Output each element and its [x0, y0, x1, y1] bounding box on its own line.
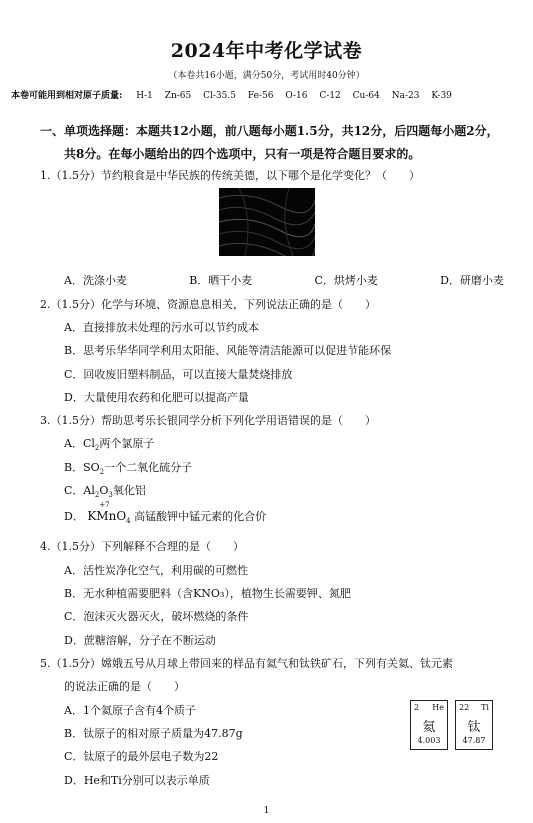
- question-5-stem-line1: 5.（1.5分）嫦娥五号从月球上带回来的样品有氦气和钛铁矿石，下列有关氦、钛元素: [40, 657, 453, 670]
- atomic-mass-item: Fe-56: [247, 91, 274, 101]
- section-heading-line2: 共8分。在每小题给出的四个选项中，只有一项是符合题目要求的。: [64, 147, 421, 161]
- option-a[interactable]: A．洗涤小麦: [64, 274, 127, 287]
- exam-title: 2024年中考化学试卷: [170, 40, 363, 62]
- option-a[interactable]: A．直接排放未处理的污水可以节约成本: [64, 321, 259, 334]
- option-d-prefix: D．: [64, 510, 84, 523]
- atomic-mass-item: Cu-64: [352, 91, 380, 101]
- option-d[interactable]: D．蔗糖溶解，分子在不断运动: [64, 634, 216, 647]
- subscript: 2: [94, 491, 100, 500]
- option-c[interactable]: [64, 482, 146, 499]
- option-b-text: 一个二氧化硫分子: [104, 461, 193, 474]
- periodic-cell-titanium: [455, 700, 493, 750]
- atomic-mass-item: C-12: [319, 91, 341, 101]
- element-name: 钛: [467, 720, 481, 735]
- question-3-stem: 3.（1.5分）帮助思考乐长银同学分析下列化学用语错误的是（ ）: [40, 414, 376, 427]
- formula-k: K: [87, 509, 97, 523]
- question-4-stem: 4.（1.5分）下列解释不合理的是（ ）: [40, 540, 244, 553]
- option-b-prefix: B．SO: [64, 461, 100, 474]
- option-c-mid: O: [99, 484, 109, 497]
- option-c-prefix: C．Al: [64, 484, 95, 497]
- atomic-mass-item: O-16: [285, 91, 308, 101]
- option-a[interactable]: A．活性炭净化空气，利用碳的可燃性: [64, 564, 248, 577]
- option-b[interactable]: B．晒干小麦: [189, 274, 253, 287]
- subscript: 2: [94, 444, 100, 453]
- question-2-stem: 2.（1.5分）化学与环境、资源息息相关，下列说法正确的是（ ）: [40, 298, 376, 311]
- atomic-mass: 4.003: [417, 736, 441, 745]
- atomic-mass-item: Na-23: [391, 91, 420, 101]
- option-a-prefix: A．Cl: [64, 437, 95, 450]
- question-5-stem-line2: 的说法正确的是（ ）: [64, 680, 185, 693]
- atomic-mass-label: 本卷可能用到相对原子质量:: [11, 91, 123, 101]
- option-c[interactable]: C．回收废旧塑料制品，可以直接大量焚烧排放: [64, 368, 293, 381]
- option-c[interactable]: C．泡沫灭火器灭火，破坏燃烧的条件: [64, 610, 249, 623]
- option-b[interactable]: B．钛原子的相对原子质量为47.87g: [64, 727, 243, 740]
- atomic-mass-line: [11, 88, 452, 101]
- option-c[interactable]: C．烘烤小麦: [314, 274, 378, 287]
- option-a[interactable]: [64, 435, 154, 452]
- subscript: 2: [99, 468, 105, 477]
- option-d[interactable]: D．研磨小麦: [440, 274, 504, 287]
- atomic-mass-item: H-1: [136, 91, 153, 101]
- option-a[interactable]: A．1个氦原子含有4个质子: [64, 704, 196, 717]
- page-number: 1: [263, 806, 270, 816]
- option-b[interactable]: [64, 459, 192, 476]
- option-d[interactable]: [64, 501, 267, 526]
- formula-mn-with-charge: [96, 501, 117, 523]
- section-heading-line1: 一、单项选择题：本题共12小题，前八题每小题1.5分，共12分，后四题每小题2分，: [40, 124, 499, 138]
- atomic-mass-item: Cl-35.5: [203, 91, 236, 101]
- option-c[interactable]: C．钛原子的最外层电子数为22: [64, 750, 219, 763]
- option-d[interactable]: D．大量使用农药和化肥可以提高产量: [64, 391, 249, 404]
- option-b[interactable]: B．思考乐华华同学利用太阳能、风能等清洁能源可以促进节能环保: [64, 344, 392, 357]
- option-c-text: 氧化铝: [112, 484, 146, 497]
- atomic-number: 2: [414, 703, 420, 712]
- atomic-mass-item: K-39: [431, 91, 452, 101]
- formula-mn: Mn: [96, 509, 117, 523]
- option-b[interactable]: B．无水种植需要肥料（含KNO₃），植物生长需要钾、氮肥: [64, 587, 351, 600]
- option-d[interactable]: D．He和Ti分别可以表示单质: [64, 774, 210, 787]
- periodic-cell-helium: [410, 700, 448, 750]
- question-1-stem: 1.（1.5分）节约粮食是中华民族的传统美德，以下哪个是化学变化？（ ）: [40, 169, 420, 182]
- atomic-number: 22: [459, 703, 470, 712]
- atomic-mass: 47.87: [462, 736, 486, 745]
- element-symbol: Ti: [481, 703, 489, 712]
- option-a-text: 两个氯原子: [99, 437, 155, 450]
- subscript: 4: [126, 517, 131, 526]
- element-symbol: He: [432, 703, 444, 712]
- question-1-options: [64, 272, 504, 288]
- exam-subtitle: （本卷共16小题，满分50分，考试用时40分钟）: [168, 71, 365, 81]
- element-name: 氦: [422, 720, 436, 735]
- valence-charge: +7: [99, 501, 110, 509]
- wheat-texture-image: [219, 188, 315, 256]
- option-d-text: 高锰酸钾中锰元素的化合价: [134, 510, 267, 523]
- formula-o: O: [116, 509, 127, 523]
- wheat-photo: [219, 188, 315, 256]
- atomic-mass-item: Zn-65: [164, 91, 192, 101]
- subscript: 3: [108, 491, 113, 500]
